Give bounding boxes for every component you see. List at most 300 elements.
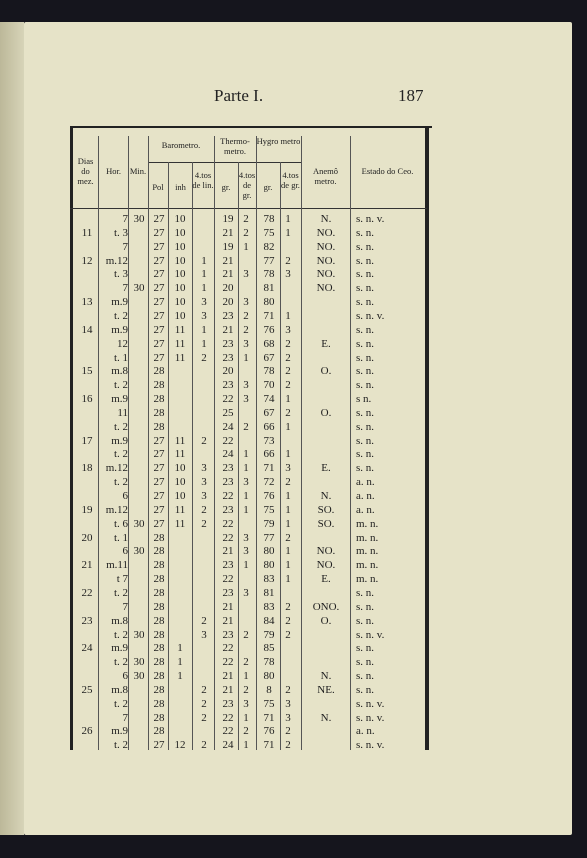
- hour-cell: t. 2: [113, 697, 128, 710]
- sky-state-cell: s. n.: [356, 462, 375, 475]
- thermometer-quarter-cell: 1: [243, 503, 249, 516]
- barometer-inch-cell: 28: [153, 670, 165, 683]
- hour-cell: t. 2: [113, 476, 128, 489]
- thermometer-degree-cell: 23: [222, 697, 234, 710]
- wind-direction-cell: E.: [321, 573, 331, 586]
- day-cell: 13: [81, 296, 93, 309]
- thermometer-degree-cell: 20: [222, 296, 234, 309]
- wind-direction-cell: ONO.: [312, 600, 340, 613]
- header-pol: Pol: [152, 182, 164, 192]
- day-cell: 14: [81, 323, 93, 336]
- barometer-inch-cell: 27: [153, 434, 165, 447]
- barometer-inch-cell: 28: [153, 600, 165, 613]
- hygrometer-quarter-cell: 1: [285, 309, 291, 322]
- barometer-inch-cell: 27: [153, 337, 165, 350]
- sky-state-cell: a. n.: [356, 725, 375, 738]
- barometer-quarter-cell: 1: [201, 268, 207, 281]
- hour-cell: m.8: [111, 614, 128, 627]
- header-bottom-rule: [70, 208, 427, 209]
- barometer-line-cell: 10: [174, 490, 186, 502]
- barometer-line-cell: 1: [177, 656, 183, 669]
- thermometer-quarter-cell: 3: [243, 476, 249, 489]
- col-rule: [214, 136, 215, 750]
- table-left-rule: [70, 126, 73, 750]
- hygrometer-quarter-cell: 1: [285, 393, 291, 406]
- barometer-line-cell: 10: [174, 462, 186, 475]
- facing-page-edge: [0, 22, 24, 835]
- thermometer-degree-cell: 22: [222, 490, 234, 502]
- barometer-inch-cell: 27: [153, 213, 165, 225]
- header-linhas: 4.tos de lin.: [192, 170, 214, 190]
- thermometer-degree-cell: 22: [222, 725, 234, 738]
- thermometer-quarter-cell: 2: [243, 309, 249, 322]
- wind-direction-cell: O.: [320, 614, 332, 627]
- hygrometer-quarter-cell: 2: [285, 476, 291, 489]
- barometer-inch-cell: 28: [153, 614, 165, 627]
- hygrometer-degree-cell: 77: [263, 254, 275, 267]
- hour-cell: 7: [122, 240, 128, 253]
- day-cell: 12: [81, 254, 93, 267]
- page-title: Parte I.: [214, 86, 264, 105]
- thermometer-degree-cell: 23: [222, 476, 234, 489]
- minute-cell: 30: [133, 670, 145, 683]
- wind-direction-cell: NO.: [316, 226, 336, 239]
- col-rule: [148, 136, 149, 750]
- sky-state-cell: s. n.: [356, 434, 375, 447]
- barometer-inch-cell: 27: [153, 503, 165, 516]
- hygrometer-quarter-cell: 2: [285, 254, 291, 267]
- hygrometer-degree-cell: 78: [263, 656, 275, 669]
- hour-cell: t. 3: [113, 226, 128, 239]
- sky-state-cell: s. n.: [356, 337, 375, 350]
- barometer-inch-cell: 27: [153, 351, 165, 364]
- hour-cell: 11: [117, 406, 128, 419]
- barometer-quarter-cell: 3: [201, 309, 207, 322]
- hygrometer-quarter-cell: 1: [285, 559, 291, 572]
- wind-direction-cell: NO.: [316, 545, 336, 558]
- thermometer-degree-cell: 21: [222, 254, 234, 267]
- hygrometer-degree-cell: 74: [263, 393, 275, 406]
- barometer-quarter-cell: 2: [201, 351, 207, 364]
- day-cell: 15: [81, 365, 93, 378]
- barometer-inch-cell: 27: [153, 254, 165, 267]
- sky-state-cell: s. n.: [356, 254, 375, 267]
- barometer-inch-cell: 27: [153, 240, 165, 253]
- sky-state-cell: s. n.: [356, 226, 375, 239]
- thermometer-quarter-cell: 1: [243, 670, 249, 683]
- hygrometer-quarter-cell: 1: [285, 213, 291, 225]
- hour-cell: m.11: [106, 559, 128, 572]
- running-head: [0, 86, 587, 110]
- day-cell: 25: [81, 683, 93, 696]
- barometer-line-cell: 11: [174, 434, 186, 447]
- barometer-line-cell: 10: [174, 240, 186, 253]
- hygrometer-quarter-cell: 2: [285, 725, 291, 738]
- barometer-quarter-cell: 2: [201, 503, 207, 516]
- barometer-quarter-cell: 1: [201, 323, 207, 336]
- hour-cell: m.9: [111, 642, 128, 655]
- hour-cell: m.9: [111, 434, 128, 447]
- barometer-quarter-cell: 3: [201, 462, 207, 475]
- thermometer-degree-cell: 22: [222, 642, 234, 655]
- hygrometer-quarter-cell: 3: [285, 462, 291, 475]
- barometer-quarter-cell: 2: [201, 517, 207, 530]
- hour-cell: 7: [122, 213, 128, 225]
- barometer-inch-cell: 28: [153, 379, 165, 392]
- day-cell: 24: [81, 642, 93, 655]
- sky-state-cell: m. n.: [356, 559, 379, 572]
- sky-state-cell: a. n.: [356, 476, 375, 489]
- thermometer-degree-cell: 23: [222, 337, 234, 350]
- thermometer-degree-cell: 21: [222, 545, 234, 558]
- barometer-line-cell: 12: [174, 739, 186, 752]
- sky-state-cell: s n.: [356, 393, 372, 406]
- hygrometer-degree-cell: 70: [263, 379, 275, 392]
- barometer-inch-cell: 28: [153, 711, 165, 724]
- sky-state-cell: s. n.: [356, 683, 375, 696]
- thermometer-degree-cell: 22: [222, 656, 234, 669]
- sky-state-cell: m. n.: [356, 573, 379, 586]
- sky-state-cell: s. n.: [356, 600, 375, 613]
- hour-cell: t. 2: [113, 420, 128, 433]
- hygrometer-degree-cell: 80: [263, 670, 275, 683]
- hygrometer-degree-cell: 67: [263, 406, 275, 419]
- day-cell: 21: [81, 559, 93, 572]
- hygrometer-quarter-cell: 2: [285, 531, 291, 544]
- thermometer-degree-cell: 24: [222, 448, 234, 461]
- thermometer-quarter-cell: 1: [243, 739, 249, 752]
- barometer-inch-cell: 28: [153, 656, 165, 669]
- hygrometer-quarter-cell: 2: [285, 351, 291, 364]
- barometer-inch-cell: 27: [153, 739, 165, 752]
- header-inh: inh: [175, 182, 186, 192]
- hygrometer-degree-cell: 84: [263, 614, 275, 627]
- col-rule: [350, 136, 351, 750]
- sky-state-cell: m. n.: [356, 545, 379, 558]
- header-thermometro: Thermo-metro.: [220, 136, 250, 156]
- barometer-line-cell: 1: [177, 670, 183, 683]
- thermometer-degree-cell: 22: [222, 393, 234, 406]
- col-rule: [301, 136, 302, 750]
- sky-state-cell: s. n.: [356, 406, 375, 419]
- barometer-inch-cell: 28: [153, 586, 165, 599]
- wind-direction-cell: N.: [320, 670, 332, 683]
- thermometer-degree-cell: 23: [222, 559, 234, 572]
- hour-cell: t. 1: [113, 351, 128, 364]
- hygrometer-degree-cell: 71: [263, 711, 275, 724]
- hygrometer-quarter-cell: 2: [285, 628, 291, 641]
- barometer-inch-cell: 28: [153, 365, 165, 378]
- minute-cell: 30: [133, 545, 145, 558]
- thermometer-degree-cell: 21: [222, 670, 234, 683]
- sky-state-cell: s. n.: [356, 365, 375, 378]
- hygrometer-degree-cell: 83: [263, 573, 275, 586]
- hour-cell: t. 2: [113, 656, 128, 669]
- hygrometer-degree-cell: 78: [263, 268, 275, 281]
- wind-direction-cell: NO.: [316, 559, 336, 572]
- col-rule: [256, 136, 257, 750]
- hour-cell: m.8: [111, 365, 128, 378]
- barometer-line-cell: 10: [174, 282, 186, 295]
- barometer-inch-cell: 27: [153, 448, 165, 461]
- header-anemometro: Anemô metro.: [312, 166, 339, 186]
- thermometer-quarter-cell: 2: [243, 656, 249, 669]
- wind-direction-cell: NO.: [316, 240, 336, 253]
- hour-cell: 7: [122, 282, 128, 295]
- barometer-line-cell: 11: [174, 337, 186, 350]
- hygrometer-quarter-cell: 2: [285, 337, 291, 350]
- barometer-quarter-cell: 2: [201, 739, 207, 752]
- thermometer-degree-cell: 23: [222, 586, 234, 599]
- barometer-line-cell: 10: [174, 268, 186, 281]
- hour-cell: t. 6: [113, 517, 128, 530]
- header-hygro-gr: gr.: [263, 182, 273, 192]
- hygrometer-quarter-cell: 1: [285, 503, 291, 516]
- sky-state-cell: s. n.: [356, 296, 375, 309]
- hygrometer-degree-cell: 76: [263, 323, 275, 336]
- sky-state-cell: a. n.: [356, 503, 375, 516]
- thermometer-degree-cell: 24: [222, 739, 234, 752]
- hygrometer-quarter-cell: 1: [285, 517, 291, 530]
- hygrometer-degree-cell: 78: [263, 213, 275, 225]
- thermometer-degree-cell: 19: [222, 240, 234, 253]
- thermometer-degree-cell: 21: [222, 600, 234, 613]
- sky-state-cell: s. n.: [356, 448, 375, 461]
- wind-direction-cell: NO.: [316, 254, 336, 267]
- thermometer-degree-cell: 22: [222, 517, 234, 530]
- barometer-inch-cell: 28: [153, 420, 165, 433]
- barometer-inch-cell: 28: [153, 531, 165, 544]
- barometer-inch-cell: 28: [153, 628, 165, 641]
- barometer-inch-cell: 27: [153, 226, 165, 239]
- hour-cell: m.8: [111, 683, 128, 696]
- thermometer-degree-cell: 22: [222, 573, 234, 586]
- barometer-inch-cell: 28: [153, 559, 165, 572]
- hygrometer-degree-cell: 66: [263, 448, 275, 461]
- barometer-quarter-cell: 1: [201, 254, 207, 267]
- thermometer-quarter-cell: 1: [243, 240, 249, 253]
- sky-state-cell: s. n.: [356, 670, 375, 683]
- sky-state-cell: s. n.: [356, 614, 375, 627]
- barometer-inch-cell: 27: [153, 323, 165, 336]
- hygrometer-quarter-cell: 1: [285, 448, 291, 461]
- sky-state-cell: s. n. v.: [356, 628, 385, 641]
- day-cell: 18: [81, 462, 93, 475]
- wind-direction-cell: SO.: [317, 503, 335, 516]
- weather-table: [70, 126, 432, 750]
- hygrometer-degree-cell: 79: [263, 628, 275, 641]
- barometer-line-cell: 10: [174, 309, 186, 322]
- col-rule: [168, 162, 169, 750]
- thermometer-degree-cell: 19: [222, 213, 234, 225]
- hour-cell: t. 2: [113, 586, 128, 599]
- table-right-rule: [425, 126, 429, 750]
- barometer-line-cell: 10: [174, 476, 186, 489]
- thermometer-quarter-cell: 2: [243, 628, 249, 641]
- day-cell: 19: [81, 503, 93, 516]
- hour-cell: m.12: [105, 254, 128, 267]
- thermometer-degree-cell: 23: [222, 628, 234, 641]
- day-cell: 23: [81, 614, 93, 627]
- barometer-quarter-cell: 3: [201, 628, 207, 641]
- hygrometer-quarter-cell: 2: [285, 406, 291, 419]
- barometer-inch-cell: 28: [153, 573, 165, 586]
- thermometer-degree-cell: 23: [222, 309, 234, 322]
- hygrometer-quarter-cell: 2: [285, 739, 291, 752]
- hygrometer-degree-cell: 72: [263, 476, 275, 489]
- day-cell: 17: [81, 434, 93, 447]
- hygrometer-degree-cell: 75: [263, 503, 275, 516]
- thermometer-degree-cell: 25: [222, 406, 234, 419]
- thermometer-degree-cell: 23: [222, 379, 234, 392]
- hygrometer-quarter-cell: 3: [285, 711, 291, 724]
- hygrometer-quarter-cell: 1: [285, 573, 291, 586]
- thermometer-degree-cell: 20: [222, 282, 234, 295]
- barometer-inch-cell: 27: [153, 296, 165, 309]
- wind-direction-cell: N.: [320, 711, 332, 724]
- wind-direction-cell: O.: [320, 365, 332, 378]
- sky-state-cell: s. n.: [356, 240, 375, 253]
- hour-cell: 6: [122, 545, 128, 558]
- sky-state-cell: s. n.: [356, 351, 375, 364]
- barometer-inch-cell: 28: [153, 725, 165, 738]
- hygrometer-degree-cell: 68: [263, 337, 275, 350]
- thermometer-degree-cell: 21: [222, 614, 234, 627]
- hygrometer-quarter-cell: 2: [285, 683, 291, 696]
- day-cell: 16: [81, 393, 93, 406]
- header-estado: Estado do Ceo.: [361, 166, 414, 176]
- hygrometer-degree-cell: 76: [263, 725, 275, 738]
- table-top-rule: [70, 126, 432, 128]
- barometer-quarter-cell: 2: [201, 434, 207, 447]
- hour-cell: 12: [117, 337, 128, 350]
- barometer-line-cell: 11: [174, 503, 186, 516]
- barometer-quarter-cell: 2: [201, 614, 207, 627]
- hygrometer-quarter-cell: 1: [285, 545, 291, 558]
- sky-state-cell: s. n.: [356, 656, 375, 669]
- sky-state-cell: m. n.: [356, 531, 379, 544]
- sky-state-cell: s. n. v.: [356, 213, 385, 225]
- sky-state-cell: s. n.: [356, 323, 375, 336]
- hygrometer-degree-cell: 76: [263, 490, 275, 502]
- hygrometer-degree-cell: 80: [263, 296, 275, 309]
- wind-direction-cell: NE.: [317, 683, 335, 696]
- hygrometer-degree-cell: 80: [263, 559, 275, 572]
- wind-direction-cell: NO.: [316, 268, 336, 281]
- barometer-line-cell: 10: [174, 296, 186, 309]
- header-barometro: Barometro.: [161, 140, 201, 150]
- thermometer-quarter-cell: 3: [243, 545, 249, 558]
- hygrometer-degree-cell: 75: [263, 226, 275, 239]
- wind-direction-cell: E.: [321, 462, 331, 475]
- hygrometer-degree-cell: 79: [263, 517, 275, 530]
- barometer-line-cell: 11: [174, 517, 186, 530]
- hygrometer-degree-cell: 81: [263, 586, 275, 599]
- hour-cell: m.9: [111, 725, 128, 738]
- hour-cell: t. 2: [113, 628, 128, 641]
- hour-cell: 6: [122, 670, 128, 683]
- barometer-quarter-cell: 3: [201, 476, 207, 489]
- hygrometer-quarter-cell: 1: [285, 490, 291, 502]
- hour-cell: 7: [122, 711, 128, 724]
- wind-direction-cell: E.: [321, 337, 331, 350]
- thermometer-quarter-cell: 1: [243, 462, 249, 475]
- barometer-quarter-cell: 3: [201, 490, 207, 502]
- barometer-inch-cell: 27: [153, 282, 165, 295]
- hour-cell: m.12: [105, 462, 128, 475]
- sky-state-cell: s. n.: [356, 268, 375, 281]
- barometer-quarter-cell: 1: [201, 282, 207, 295]
- hour-cell: t. 1: [113, 531, 128, 544]
- barometer-inch-cell: 28: [153, 697, 165, 710]
- barometer-inch-cell: 28: [153, 683, 165, 696]
- barometer-inch-cell: 27: [153, 268, 165, 281]
- barometer-line-cell: 11: [174, 351, 186, 364]
- hygrometer-quarter-cell: 3: [285, 268, 291, 281]
- wind-direction-cell: NO.: [316, 282, 336, 295]
- sky-state-cell: s. n. v.: [356, 697, 385, 710]
- col-rule: [192, 162, 193, 750]
- wind-direction-cell: N.: [320, 490, 332, 502]
- header-thermo-gr: gr.: [221, 182, 231, 192]
- barometer-quarter-cell: 1: [201, 337, 207, 350]
- barometer-line-cell: 10: [174, 213, 186, 225]
- hour-cell: t. 2: [113, 309, 128, 322]
- minute-cell: 30: [133, 628, 145, 641]
- hygrometer-degree-cell: 81: [263, 282, 275, 295]
- thermometer-quarter-cell: 2: [243, 725, 249, 738]
- barometer-quarter-cell: 2: [201, 711, 207, 724]
- thermometer-quarter-cell: 2: [243, 420, 249, 433]
- thermometer-degree-cell: 23: [222, 351, 234, 364]
- hygrometer-quarter-cell: 2: [285, 365, 291, 378]
- hour-cell: t 7: [116, 573, 128, 586]
- thermometer-quarter-cell: 3: [243, 586, 249, 599]
- sky-state-cell: s. n.: [356, 282, 375, 295]
- thermometer-degree-cell: 22: [222, 434, 234, 447]
- thermometer-quarter-cell: 3: [243, 296, 249, 309]
- hour-cell: m.9: [111, 296, 128, 309]
- hour-cell: t. 2: [113, 379, 128, 392]
- thermometer-quarter-cell: 2: [243, 683, 249, 696]
- hygrometer-quarter-cell: 2: [285, 614, 291, 627]
- thermometer-quarter-cell: 2: [243, 213, 249, 225]
- hour-cell: t. 2: [113, 448, 128, 461]
- header-hygro-quartos: 4.tos de gr.: [281, 170, 300, 190]
- thermometer-degree-cell: 21: [222, 268, 234, 281]
- hygrometer-degree-cell: 83: [263, 600, 275, 613]
- hygrometer-degree-cell: 77: [263, 531, 275, 544]
- thermometer-quarter-cell: 3: [243, 697, 249, 710]
- thermometer-degree-cell: 24: [222, 420, 234, 433]
- thermometer-degree-cell: 21: [222, 226, 234, 239]
- hygrometer-quarter-cell: 3: [285, 697, 291, 710]
- hygrometer-quarter-cell: 2: [285, 379, 291, 392]
- wind-direction-cell: O.: [320, 406, 332, 419]
- hour-cell: 7: [122, 600, 128, 613]
- barometer-inch-cell: 28: [153, 642, 165, 655]
- thermometer-quarter-cell: 3: [243, 379, 249, 392]
- hygrometer-degree-cell: 66: [263, 420, 275, 433]
- sky-state-cell: s. n.: [356, 642, 375, 655]
- thermometer-quarter-cell: 1: [243, 448, 249, 461]
- hygrometer-degree-cell: 80: [263, 545, 275, 558]
- hygrometer-quarter-cell: 3: [285, 323, 291, 336]
- sky-state-cell: m. n.: [356, 517, 379, 530]
- sky-state-cell: s. n. v.: [356, 739, 385, 752]
- sky-state-cell: s. n.: [356, 586, 375, 599]
- thermometer-degree-cell: 22: [222, 531, 234, 544]
